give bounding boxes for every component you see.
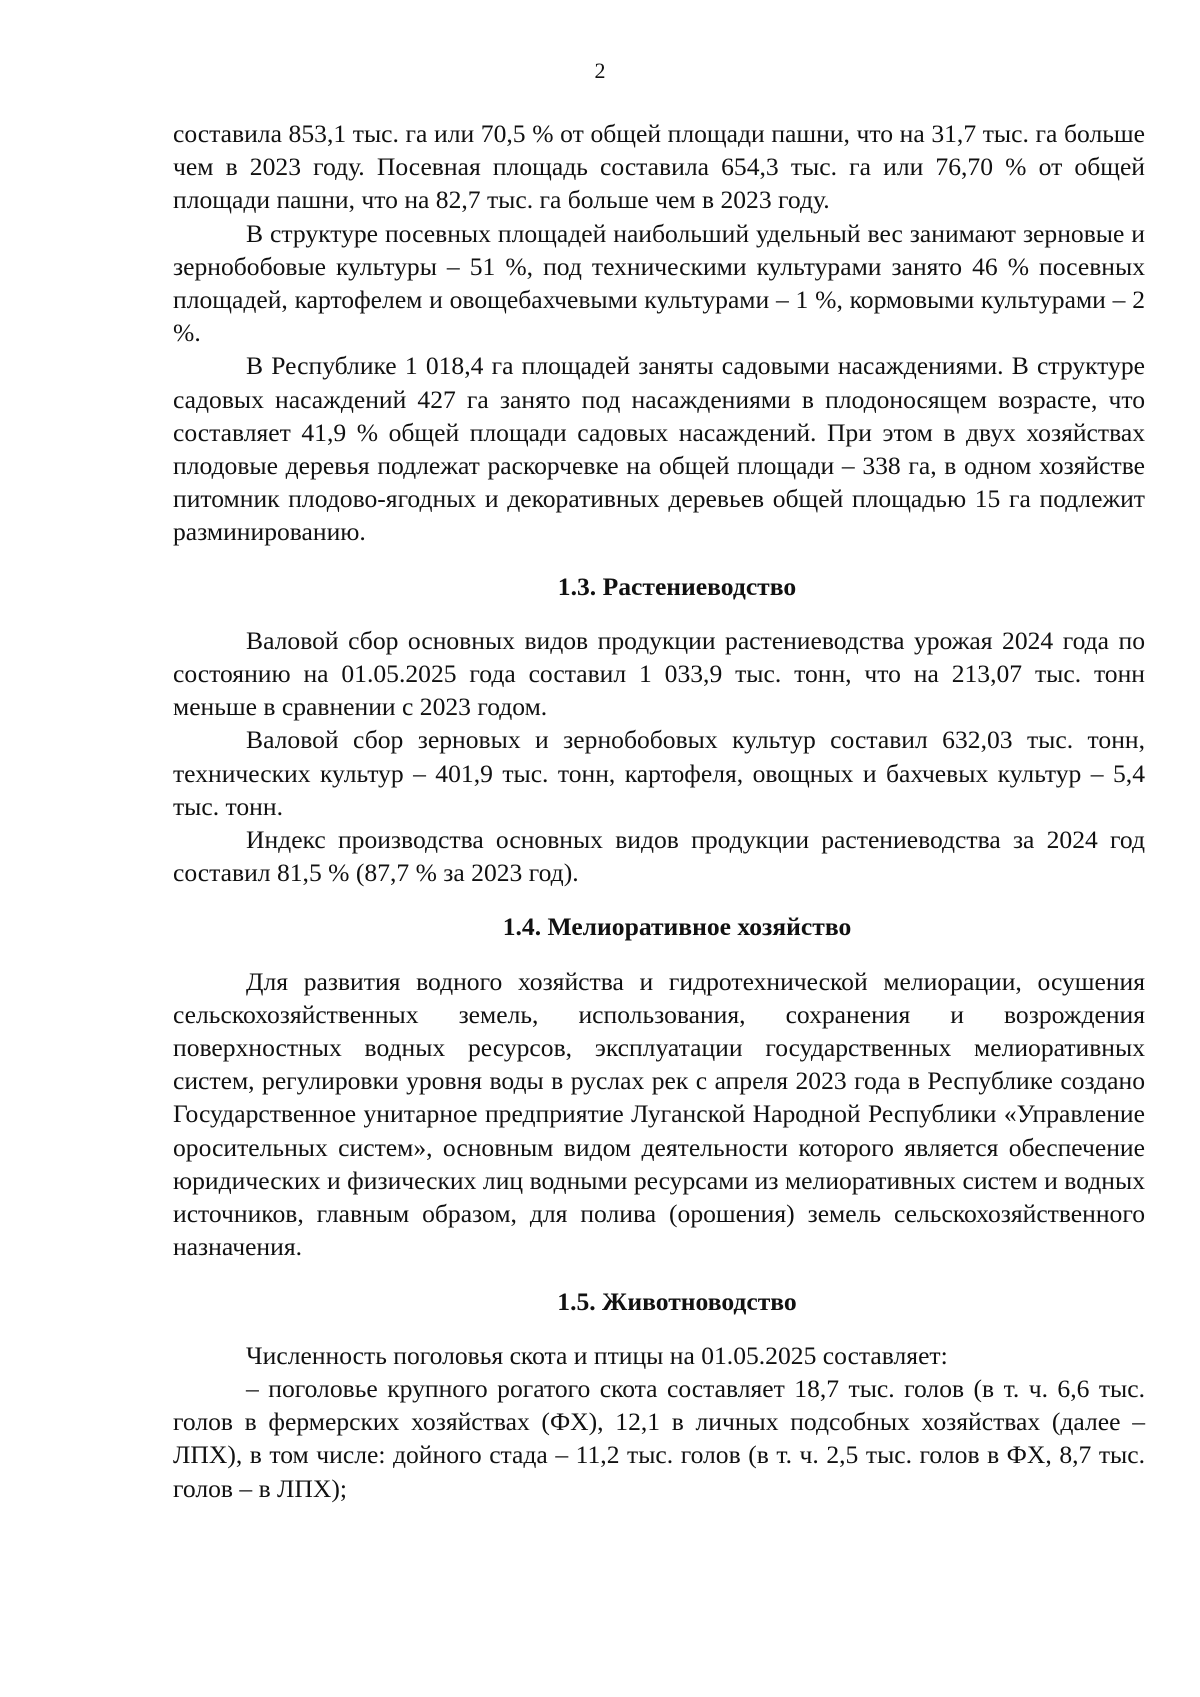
- melioration-paragraph-1: Для развития водного хозяйства и гидротехнической мелиорации, осушения сельскохозяйственных земель, использования, сохранения и возрождения поверхностных водных ресурсов, эксплуатации государственных мелиоративных систем, регулировки уровня воды в руслах рек с апреля 2023 года в Республике создано Государственное унитарное предприятие Луганской Народной Республики «Управление оросительных систем», основным видом деятельности которого является обеспечение юридических и физических лиц водными ресурсами из мелиоративных систем и водных источников, главным образом, для полива (орошения) земель сельскохозяйственного назначения.: [173, 966, 1145, 1262]
- plant-growing-paragraph-2: Валовой сбор зерновых и зернобобовых культур составил 632,03 тыс. тонн, технических культур – 401,9 тыс. тонн, картофеля, овощных и бахчевых культур – 5,4 тыс. тонн.: [173, 725, 1145, 821]
- livestock-paragraph-2: – поголовье крупного рогатого скота составляет 18,7 тыс. голов (в т. ч. 6,6 тыс. голов в фермерских хозяйствах (ФХ), 12,1 в личных подсобных хозяйствах (далее – ЛПХ), в том числе: дойного стада – 11,2 тыс. голов (в т. ч. 2,5 тыс. голов в ФХ, 8,7 тыс. голов – в ЛПХ);: [173, 1373, 1145, 1503]
- plant-growing-paragraph-1: Валовой сбор основных видов продукции растениеводства урожая 2024 года по состоянию на 01.05.2025 года составил 1 033,9 тыс. тонн, что на 213,07 тыс. тонн меньше в сравнении с 2023 годом.: [173, 625, 1145, 722]
- page-number: 2: [594, 58, 606, 83]
- livestock-paragraph-1: Численность поголовья скота и птицы на 01.05.2025 составляет:: [246, 1340, 948, 1370]
- section-heading-livestock: 1.5. Животноводство: [557, 1286, 797, 1316]
- intro-paragraph-3: В Республике 1 018,4 га площадей заняты садовыми насаждениями. В структуре садовых насаждений 427 га занято под насаждениями в плодоносящем возрасте, что составляет 41,9 % общей площади садовых насаждений. При этом в двух хозяйствах плодовые деревья подлежат раскорчевке на общей площади – 338 га, в одном хозяйстве питомник плодово-ягодных и декоративных деревьев общей площадью 15 га подлежит разминированию.: [173, 351, 1145, 547]
- intro-paragraph-1: составила 853,1 тыс. га или 70,5 % от общей площади пашни, что на 31,7 тыс. га больше чем в 2023 году. Посевная площадь составила 654,3 тыс. га или 76,70 % от общей площади пашни, что на 82,7 тыс. га больше чем в 2023 году.: [173, 119, 1145, 215]
- section-heading-melioration: 1.4. Мелиоративное хозяйство: [502, 912, 852, 942]
- section-heading-plant-growing: 1.3. Растениеводство: [557, 571, 797, 601]
- plant-growing-paragraph-3: Индекс производства основных видов продукции растениеводства за 2024 год составил 81,5 % (87,7 % за 2023 год).: [173, 825, 1145, 888]
- document-body: [173, 117, 1145, 1505]
- intro-paragraph-2: В структуре посевных площадей наибольший удельный вес занимают зерновые и зернобобовые культуры – 51 %, под техническими культурами занято 46 % посевных площадей, картофелем и овощебахчевыми культурами – 1 %, кормовыми культурами – 2 %.: [173, 218, 1145, 348]
